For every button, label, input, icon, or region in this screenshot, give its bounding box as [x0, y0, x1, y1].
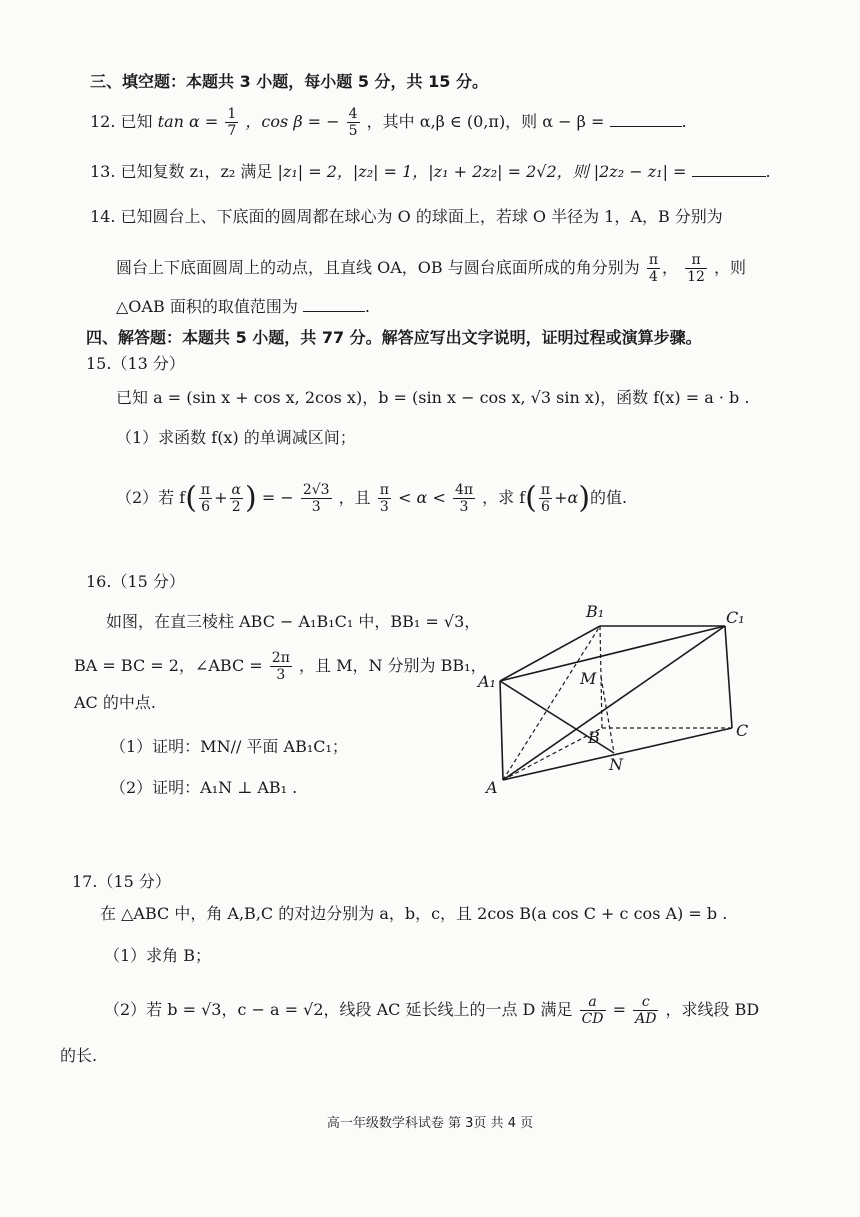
q15-f6-den: 6: [539, 498, 552, 515]
q14-line3: △OAB 面积的取值范围为: [116, 297, 298, 316]
q17-part1: （1）求角 B；: [104, 946, 212, 965]
q15-f3-den: 3: [301, 498, 332, 515]
q17-f2-den: AD: [635, 1011, 657, 1027]
label-N: N: [609, 755, 623, 774]
q15-frac-pi-6b: [539, 482, 552, 515]
q12-tan: tan α =: [157, 112, 219, 131]
q15-eq: = −: [261, 488, 294, 507]
q13-answer-blank[interactable]: [692, 176, 766, 177]
q12-frac-den: 7: [227, 123, 237, 139]
q16-l2b: ，且 M，N 分别为 BB₁，: [299, 656, 487, 675]
q13-text: 已知复数 z₁，z₂ 满足: [120, 162, 273, 181]
q17-head: 17.（15 分）: [72, 872, 171, 891]
q15-part1: （1）求函数 f(x) 的单调减区间；: [116, 428, 356, 447]
section3-title: 三、填空题：本题共 3 小题，每小题 5 分，共 15 分。: [90, 72, 488, 91]
question-13: 13. 已知复数 z₁，z₂ 满足 |z₁| = 2，|z₂| = 1，|z₁ + 2z₂| = 2√2，则 |2z₂ − z₁| = .: [90, 162, 771, 181]
q14-line2: 圆台上下底面圆周上的动点，且直线 OA，OB 与圆台底面所成的角分别为: [116, 258, 640, 277]
q16-line2: [74, 650, 487, 683]
q14-line1: 已知圆台上、下底面的圆周都在球心为 O 的球面上，若球 O 半径为 1，A，B 分别为: [120, 207, 723, 226]
q17-frac-c-ad: [633, 994, 658, 1027]
q17-part2: （2）若 b = √3，c − a = √2，线段 AC 延长线上的一点 D 满足 $\frac{a}{CD}$ = $\frac{c}{AD}$ ，求线段 BD: [104, 994, 760, 1027]
q15-head: 15.（13 分）: [86, 354, 185, 373]
q15-frac-pi-6: [199, 482, 212, 515]
question-14-line3: △OAB 面积的取值范围为 .: [116, 297, 371, 316]
q16-head: 16.（15 分）: [86, 572, 185, 591]
edge-MN: [601, 677, 614, 753]
label-C1: C₁: [726, 608, 745, 627]
q15-lt: < α <: [398, 488, 446, 507]
q14-then: ，则: [714, 258, 747, 277]
q15-frac-a-2: [230, 482, 243, 515]
question-14-line1: [90, 207, 723, 227]
prism-figure: [470, 595, 760, 805]
question-12: 12. 已知 tan α = $\frac{1}{7}$ ，cos β = − $\frac{4}{5}$ ，其中 α,β ∈ (0,π)，则 α − β = .: [90, 106, 687, 139]
q16-part2: （2）证明：A₁N ⊥ AB₁ .: [110, 778, 298, 797]
q17-f2-num: c: [641, 994, 650, 1010]
question-14-line2: 圆台上下底面圆周上的动点，且直线 OA，OB 与圆台底面所成的角分别为 $\frac{\pi}{4}$ ， $\frac{\pi}{12}$ ，则: [116, 252, 747, 285]
q16-l2a: BA = BC = 2，∠ABC =: [74, 656, 263, 675]
q15-f4-den: 3: [378, 498, 391, 515]
label-B1: B₁: [586, 602, 605, 621]
q15-f4-num: π: [379, 482, 389, 498]
q17-tail: 的长.: [60, 1046, 98, 1065]
q17-f1-num: a: [588, 994, 597, 1010]
q15-f6-num: π: [540, 482, 551, 498]
q17-line1: 在 △ABC 中，角 A,B,C 的对边分别为 a，b，c，且 2cos B(a cos C + c cos A) = b .: [100, 904, 728, 923]
q14-frac-pi-4: [647, 252, 660, 285]
q12-number: 12.: [90, 112, 116, 131]
q14-frac-pi-12: [685, 252, 707, 285]
q15-frac-pi-3: [378, 482, 391, 515]
paren-right-2: ): [578, 480, 591, 516]
q13-cond: |z₁| = 2，|z₂| = 1，|z₁ + 2z₂| = 2√2，则 |2z₂ − z₁| =: [277, 162, 687, 181]
q15-f5-den: 3: [453, 498, 475, 515]
q16-frac-2pi-3: [270, 650, 292, 683]
edge-AB1: [503, 626, 600, 780]
paren-left: (: [185, 480, 197, 516]
q15-f5-num: 4π: [454, 482, 474, 498]
q12-post: ，其中 α,β ∈ (0,π)，则 α − β =: [366, 112, 605, 131]
q15-p2a: （2）若 f: [116, 488, 186, 507]
q15-frac-2r3-3: [301, 482, 332, 515]
q17-p2b: ，求线段 BD: [665, 1000, 760, 1019]
q12-frac-num: 1: [227, 106, 237, 122]
q15-f2-num: α: [231, 482, 241, 498]
q15-f2-den: 2: [230, 498, 243, 515]
q14-frac1-den: 4: [647, 268, 660, 285]
q17-p2a: （2）若 b = √3，c − a = √2，线段 AC 延长线上的一点 D 满足: [104, 1000, 573, 1019]
q12-answer-blank[interactable]: [610, 126, 682, 127]
q12-frac-1-7: [225, 106, 238, 139]
q12-frac-4-5: [347, 106, 360, 139]
q15-frac-4pi-3: [453, 482, 475, 515]
q16-line3: AC 的中点.: [74, 693, 156, 712]
q15-given: 已知 a = (sin x + cos x, 2cos x)，b = (sin x − cos x, √3 sin x)，函数 f(x) = a · b .: [116, 388, 750, 407]
q13-number: 13.: [90, 162, 116, 181]
q16-f-den: 3: [270, 666, 292, 683]
q15-part2: （2）若 f( $\frac{\pi}{6}$ + $\frac{\alpha}{2}$ ) = − $\frac{2√3}{3}$ ，且 $\frac{\pi}{3}$ < α < $\frac{4\pi}{3}$ ，求 f( $\frac{\pi}{6}$ +α)的值.: [116, 480, 628, 516]
edge-AA1: [500, 681, 503, 780]
q17-f1-den: CD: [581, 1011, 604, 1027]
label-A1: A₁: [478, 672, 496, 691]
q12-frac2-den: 5: [348, 123, 358, 139]
section4-title: 四、解答题：本题共 5 小题，共 77 分。解答应写出文字说明，证明过程或演算步骤。: [86, 328, 702, 347]
edge-CC1: [725, 626, 732, 728]
page-footer: 高一年级数学科试卷 第 3页 共 4 页: [326, 1116, 534, 1131]
q15-f1-den: 6: [199, 498, 212, 515]
label-C: C: [736, 721, 749, 740]
q15-find: ，求 f: [482, 488, 526, 507]
q15-alpha: α: [567, 488, 579, 507]
q15-f3-num: 2√3: [302, 482, 330, 498]
q14-answer-blank[interactable]: [303, 311, 365, 312]
label-A: A: [486, 778, 498, 797]
q15-f1-num: π: [200, 482, 211, 498]
label-B: B: [588, 728, 600, 747]
q15-and: ，且: [338, 488, 371, 507]
q16-f-num: 2π: [271, 650, 290, 666]
q16-line1: 如图，在直三棱柱 ABC − A₁B₁C₁ 中，BB₁ = √3，: [106, 612, 481, 631]
label-M: M: [580, 669, 597, 688]
q16-part1: （1）证明：MN// 平面 AB₁C₁；: [110, 737, 348, 756]
q14-frac2-den: 12: [687, 269, 705, 285]
q14-frac2-num: π: [691, 252, 701, 268]
q12-frac2-num: 4: [348, 106, 358, 122]
paren-right: ): [245, 480, 257, 516]
q12-cos: ，cos β = −: [245, 112, 340, 131]
q15-value: 的值.: [590, 488, 628, 507]
paren-left-2: (: [525, 480, 537, 516]
edge-A1C1: [500, 626, 725, 681]
q14-number: 14.: [90, 207, 116, 226]
q12-pre: 已知: [120, 112, 153, 131]
q14-frac1-num: π: [648, 252, 659, 268]
q17-frac-a-cd: [580, 994, 606, 1027]
